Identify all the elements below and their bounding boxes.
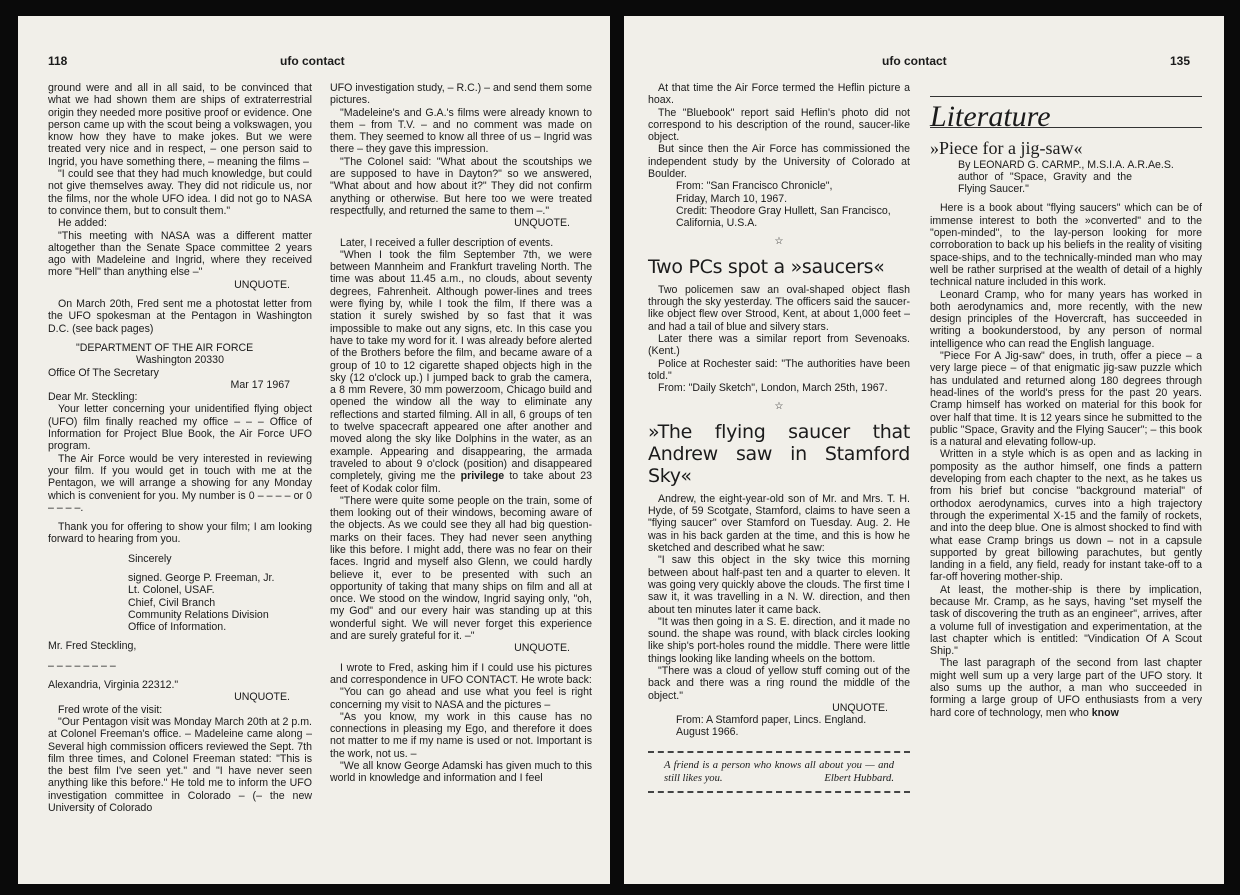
dashed-divider xyxy=(648,751,910,753)
letter-office: Office Of The Secretary xyxy=(48,366,159,379)
paragraph: At that time the Air Force termed the Heflin picture a hoax. xyxy=(648,82,910,107)
paragraph: Police at Rochester said: "The authorities have been told." xyxy=(648,357,910,382)
signature-line: Community Relations Division xyxy=(128,608,269,621)
right-column-1 xyxy=(648,82,910,799)
section-title: Literature xyxy=(930,100,1051,133)
emphasis: know xyxy=(1091,706,1119,719)
dashed-divider xyxy=(648,791,910,793)
review-title: »Piece for a jig-saw« xyxy=(930,138,1083,159)
quote-text: A friend is a person who knows all about you — and still likes you. xyxy=(664,759,894,784)
paragraph: "We all know George Adamski has given much to this world in knowledge and information and I feel xyxy=(330,760,592,785)
article-headline: Two PCs spot a »saucers« xyxy=(648,255,885,278)
review-author-note: author of "Space, Gravity and the Flying Saucer." xyxy=(958,170,1132,196)
signature-line: Chief, Civil Branch xyxy=(128,596,216,609)
letter-salutation: Dear Mr. Steckling: xyxy=(48,391,138,404)
unquote: UNQUOTE. xyxy=(832,701,888,714)
source-line: Friday, March 10, 1967. xyxy=(676,192,788,205)
letter-address: Washington 20330 xyxy=(136,354,224,367)
left-column-1 xyxy=(48,82,312,814)
paragraph: UFO investigation study, – R.C.) – and send them some pictures. xyxy=(330,82,592,107)
quote-box xyxy=(664,759,894,785)
left-column-2 xyxy=(330,82,592,785)
paragraph: "As you know, my work in this cause has no connections in pleasing my Ego, and therefore it does not matter to me if my name is used or not. Important is the work, not us. – xyxy=(330,710,592,760)
paragraph: Written in a style which is as open and as lacking in pomposity as the author himself, one finds a pattern developing from each chapter to the next, as he takes us from his brief but concise "background material" of orthodox aerodynamics, curves into a high trajectory through the experimental X-15 and the family of rockets, and into the deep blue. One is almost shocked to find with what ease Cramp brings us down – not in a capsule supported by great billowing parachutes, but gently landing in a field, any field, ready for instant take-off to a far-off hovering mother-ship. xyxy=(930,448,1202,584)
unquote: UNQUOTE. xyxy=(514,217,570,230)
paragraph: Here is a book about "flying saucers" which can be of immense interest to both the »converted" and to the "open-minded", to the lay-person looking for more corroboration to back up his beliefs in the reality of visiting space-ships, and to the technically-minded man who may well be rather surprised at the wealth of detail of a highly technical nature included in this work. xyxy=(930,202,1202,289)
paragraph: "You can go ahead and use what you feel is right concerning my visit to NASA and the pictures – xyxy=(330,686,592,711)
paragraph: He added: xyxy=(58,217,107,230)
paragraph: At least, the mother-ship is there by implication, because Mr. Cramp, as he says, having "set myself the task of discovering the truth as an engineer", arrives, after a volume full of investigation and experimentation, at the last chapter which is entitled: "Vindication Of A Scout Ship." xyxy=(930,583,1202,658)
emphasis: privilege xyxy=(460,470,505,483)
source-line: August 1966. xyxy=(676,726,739,739)
addressee: Mr. Fred Steckling, xyxy=(48,640,137,653)
paragraph: "I could see that they had much knowledge, but could not give themselves away. They did not ridicule us, nor the films, nor the whole UFO idea. I did not go to NASA to convince them, but to consult them." xyxy=(48,168,312,217)
paragraph: Later, I received a fuller description of events. xyxy=(340,236,554,249)
addressee-redacted: – – – – – – – – xyxy=(48,659,116,672)
paragraph: Later there was a similar report from Sevenoaks. (Kent.) xyxy=(648,333,910,358)
unquote: UNQUOTE. xyxy=(234,278,290,291)
rule-top xyxy=(930,96,1202,97)
source-line: From: A Stamford paper, Lincs. England. xyxy=(676,714,867,727)
paragraph: From: "Daily Sketch", London, March 25th, 1967. xyxy=(658,382,888,395)
letter-date: Mar 17 1967 xyxy=(230,378,290,391)
signature-line: Lt. Colonel, USAF. xyxy=(128,584,215,597)
paragraph: "There were quite some people on the train, some of them looking out of their windows, becoming aware of the objects. As we could see they all had big question-marks on their faces. They had never seen anything like this before. I might add, there was no fear on their faces. Ingrid and myself also Glenn, we could hardly believe it, ever to be presented with such an opportunity of taking that many ships on film and all at once. We stood on the window, Ingrid saying only, "oh, my God" and our every hair was standing up at this wonderful sight. We will never forget this experience and are surely grateful for it. –" xyxy=(330,494,592,643)
article-headline: »The flying saucer that Andrew saw in Stamford Sky« xyxy=(648,420,910,487)
paragraph: ground were and all in all said, to be convinced that what we had shown them are ships of extraterrestrial origin they needed more positive proof or evidence. One person came up with the scout being a volkswagen, you know how they have to make jokes. But we were treated very nice and in respect, – one person said to Ingrid, you have something there, – meaning the films – xyxy=(48,82,312,168)
letter-heading: "DEPARTMENT OF THE AIR FORCE xyxy=(76,341,254,354)
paragraph: On March 20th, Fred sent me a photostat letter from the UFO spokesman at the Pentagon in Washington D.C. (see back pages) xyxy=(48,298,312,335)
paragraph: "The Colonel said: "What about the scoutships we are supposed to have in Dayton?" so we answered, "What about and how about it?" They did not confirm anything or otherwise. But here too we were treated respectfully, and returned the same to them –." xyxy=(330,155,592,217)
source-line: Credit: Theodore Gray Hullett, San Francisco, xyxy=(676,204,891,217)
source-line: From: "San Francisco Chronicle", xyxy=(676,180,833,193)
right-page xyxy=(624,16,1224,884)
paragraph: I wrote to Fred, asking him if I could use his pictures and correspondence in UFO CONTACT. He wrote back: xyxy=(330,661,592,686)
paragraph: Leonard Cramp, who for many years has worked in both aerodynamics and, more recently, with the new design principles of the Hovercraft, has succeeded in writing a bookunderstood, by any person of normal intelligence who can read the English language. xyxy=(930,288,1202,350)
page-number: 135 xyxy=(1170,54,1191,68)
running-title: ufo contact xyxy=(882,54,947,68)
left-page xyxy=(18,16,610,884)
paragraph: "There was a cloud of yellow stuff coming out of the back and there was a ring round the middle of the object." xyxy=(648,664,910,702)
paragraph: Your letter concerning your unidentified flying object (UFO) film finally reached my office – – – Office of Information for Project Blue Book, the Air Force UFO program. xyxy=(48,403,312,453)
paragraph: Fred wrote of the visit: xyxy=(58,703,163,716)
paragraph: "Piece For A Jig-saw" does, in truth, offer a piece – a very large piece – of that enigmatic jig-saw puzzle which has undulated and returned along 180 degrees through head-lines of the world's press for the past 20 years. Cramp himself has worked on material for this book for over half that time. It is 12 years since he submitted to the public "Space, Gravity and the Flying Saucer"; – this book is a natural and elevating follow-up. xyxy=(930,350,1202,449)
paragraph: But since then the Air Force has commissioned the independent study by the University of Colorado at Boulder. xyxy=(648,143,910,181)
paragraph: "When I took the film September 7th, we were between Mannheim and Frankfurt traveling North. The time was about 11.45 a.m., no clouds, about seventy degrees, Fahrenheit. Although power-lines and trees were flying by, while I took the film, If there was a station it surely swished by so fast that it was impossible to make out any signs, etc. In this case you have to take my word for it. I was already before alerted of the Brothers before the film, and became aware of a group of 10 to 12 cigarette shaped objects high in the sky (12 o'clock up.) I jumped back to grab the camera, a 8 mm Revere, 30 mm powerzoom, Chicago build and opened the window all the way to eliminate any reflections and started filming. All in all, 6 groups of ten to twelve spacecraft appeared one after another and moved along the sky like Dolphins in the water, as an example. Appearing and disappearing, the armada traveled to about 9 o'clock (position) and disappeared completely, giving me the privilege to take about 23 feet of Kodak color film. xyxy=(330,248,592,495)
source-line: California, U.S.A. xyxy=(676,217,758,230)
unquote: UNQUOTE. xyxy=(514,642,570,655)
signature-line: Office of Information. xyxy=(128,621,227,634)
paragraph: The "Bluebook" report said Heflin's photo did not correspond to his description of the round, saucer-like object. xyxy=(648,106,910,144)
running-title: ufo contact xyxy=(280,54,345,68)
star-icon: ☆ xyxy=(774,235,784,247)
paragraph: Two policemen saw an oval-shaped object flash through the sky yesterday. The officers said the saucer-like object flew over Strood, Kent, at about 1,000 feet – and had a tail of blue and silvery stars. xyxy=(648,283,910,333)
paragraph: "Madeleine's and G.A.'s films were already known to them – from T.V. – and no comment was made on them. They seemed to know all three of us – Ingrid was there – they gave this impression. xyxy=(330,106,592,156)
signature-line: signed. George P. Freeman, Jr. xyxy=(128,571,275,584)
paragraph: Thank you for offering to show your film; I am looking forward to hearing from you. xyxy=(48,521,312,546)
paragraph: "This meeting with NASA was a different matter altogether than the Senate Space committee 2 years ago with Madeleine and Ingrid, where they received more "Hell" than anything else –" xyxy=(48,229,312,279)
paragraph: "It was then going in a S. E. direction, and it made no sound. the shape was round, with black circles looking like ship's port-holes round the middle. There were little things looking like landing wheels on the bottom. xyxy=(648,615,910,665)
quote-author: Elbert Hubbard. xyxy=(824,772,894,784)
paragraph: The Air Force would be very interested in reviewing your film. If you would get in touch with me at the Pentagon, we will arrange a showing for any Monday which is convenient for you. My number is 0 – – – – or 0 – – – –. xyxy=(48,452,312,514)
signature-line: Sincerely xyxy=(128,552,172,565)
paragraph: "I saw this object in the sky twice this morning between about half-past ten and a quarter to eleven. It was going very quickly above the clouds. The first time I saw it, it was travelling in a N. W. direction, and then about ten minutes later it came back. xyxy=(648,554,910,616)
review-byline: By LEONARD G. CARMP., M.S.I.A. A.R.Ae.S. xyxy=(958,158,1174,171)
unquote: UNQUOTE. xyxy=(234,691,290,704)
paragraph: "Our Pentagon visit was Monday March 20th at 2 p.m. at Colonel Freeman's office. – Madeleine came along – Several high commission officers reviewed the Sept. 7th film three times, and Colonel Freeman stated: "This is the best film I've seen yet." and "I have never seen anything like this before." He told me to inform the UFO investigation committee in Colorado – (– the new University of Colorado xyxy=(48,715,312,815)
page-number: 118 xyxy=(48,54,68,68)
star-icon: ☆ xyxy=(774,400,784,412)
right-column-2 xyxy=(930,96,1202,719)
paragraph: Andrew, the eight-year-old son of Mr. and Mrs. T. H. Hyde, of 59 Scotgate, Stamford, claims to have seen a "flying saucer" over Stamford on Tuesday. Aug. 2. He was in his back garden at the time, and this is how he sketched and described what he saw: xyxy=(648,492,910,555)
addressee-city: Alexandria, Virginia 22312." xyxy=(48,679,179,692)
paragraph: The last paragraph of the second from last chapter might well sum up a very large part of the UFO story. It also sums up the author, a man who succeeded in forming a large group of UFO enthusiasts from a very hard core of technology, men who know xyxy=(930,657,1202,719)
